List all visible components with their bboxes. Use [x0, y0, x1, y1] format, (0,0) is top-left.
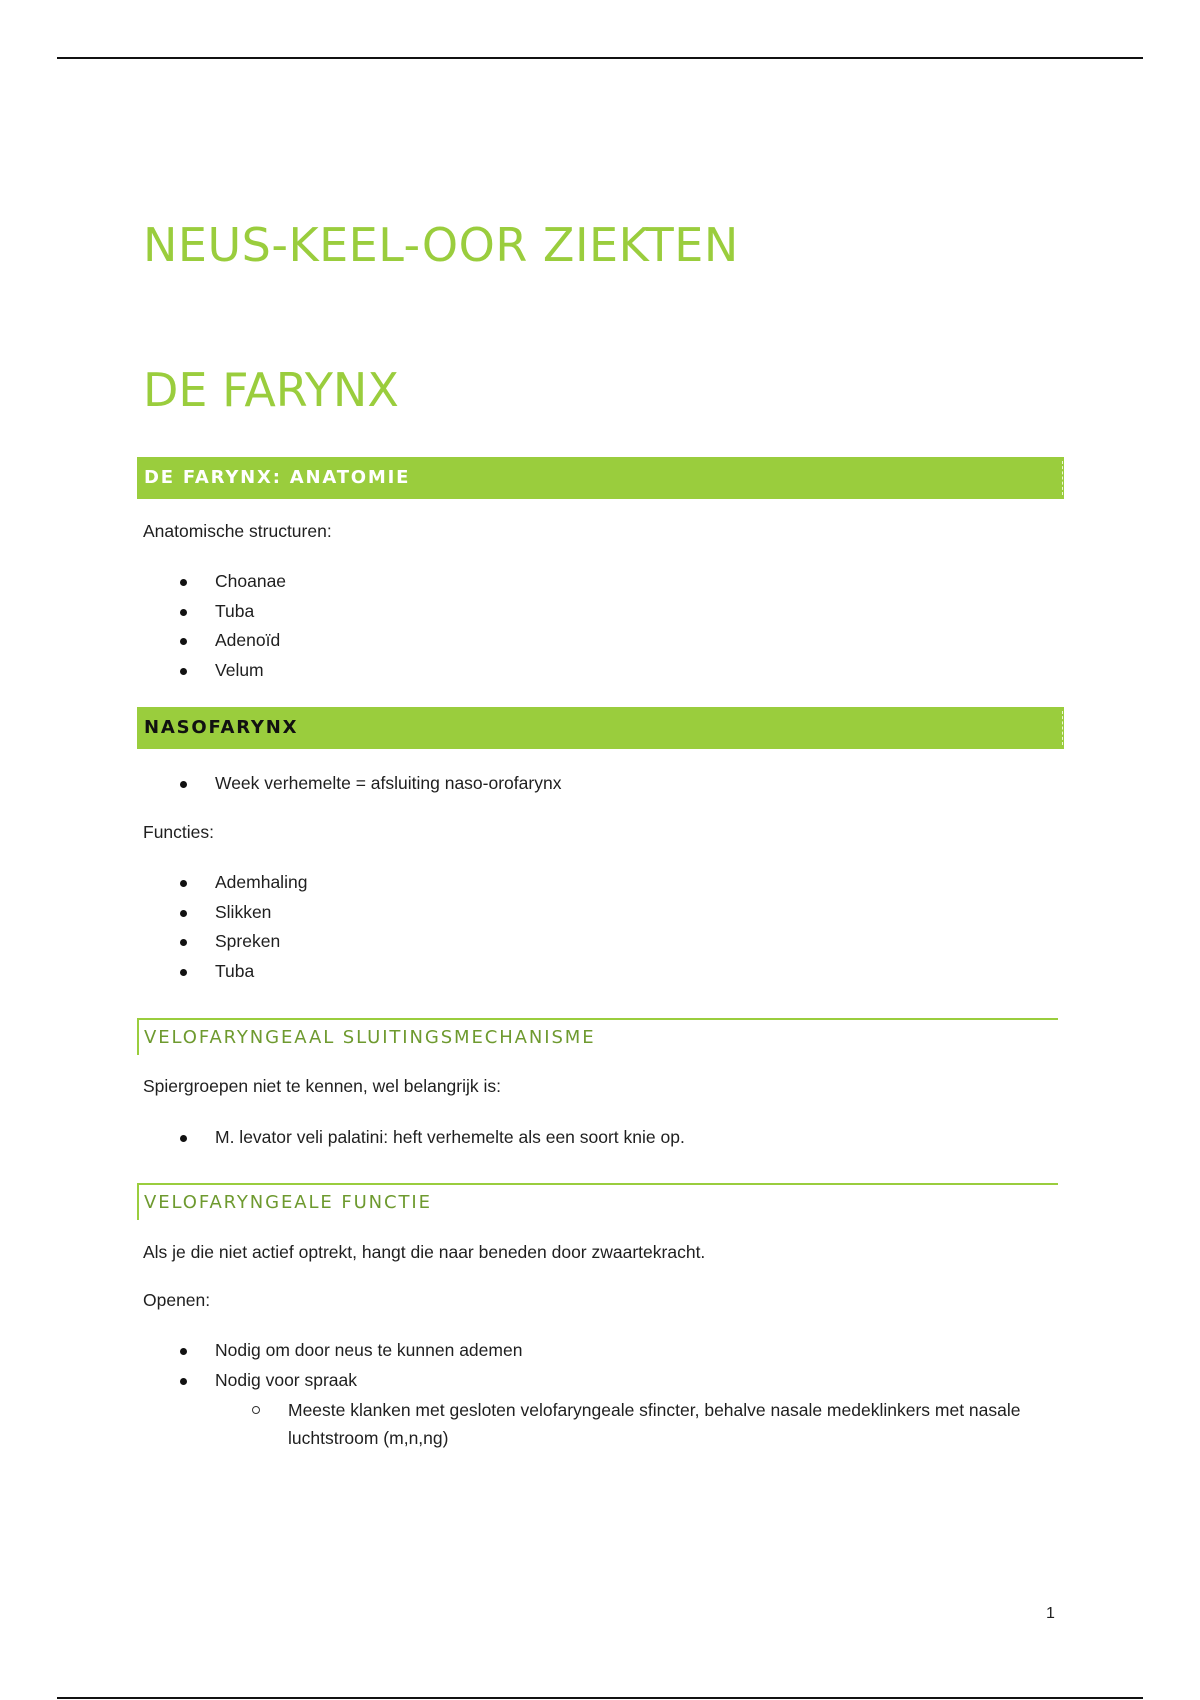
- subheading-functie: [137, 1183, 1058, 1220]
- bullet-icon: [180, 880, 187, 887]
- anatomie-intro: Anatomische structuren:: [143, 521, 332, 541]
- bullet-icon: [180, 939, 187, 946]
- sluitingsmechanisme-intro: Spiergroepen niet te kennen, wel belangrijk is:: [143, 1076, 501, 1096]
- bullet-icon: [180, 638, 187, 645]
- sub-list-item: Meeste klanken met gesloten velofaryngeale sfincter, behalve nasale medeklinkers met nasale luchtstroom (m,n,ng): [288, 1400, 1021, 1448]
- document-title: NEUS-KEEL-OOR ZIEKTEN: [143, 218, 739, 272]
- subheading-functie-label: VELOFARYNGEALE FUNCTIE: [144, 1192, 432, 1213]
- bullet-icon: [180, 969, 187, 976]
- bullet-icon: [180, 1348, 187, 1355]
- bullet-icon: [180, 579, 187, 586]
- functie-intro: Als je die niet actief optrekt, hangt die naar beneden door zwaartekracht.: [143, 1242, 706, 1262]
- page-top-rule: [57, 57, 1143, 59]
- bullet-icon: [180, 781, 187, 788]
- open-label: Openen:: [143, 1290, 211, 1310]
- page-bottom-rule: [57, 1697, 1143, 1699]
- section-heading-anatomie: [137, 457, 1064, 499]
- subheading-sluitingsmechanisme-label: VELOFARYNGEAAL SLUITINGSMECHANISME: [144, 1027, 596, 1048]
- page-number: 1: [1046, 1605, 1055, 1622]
- section-heading-nasofarynx: [137, 707, 1064, 749]
- bullet-icon: [180, 1135, 187, 1142]
- chapter-title: DE FARYNX: [143, 363, 399, 417]
- bullet-icon: [180, 668, 187, 675]
- bullet-icon: [180, 1378, 187, 1385]
- section-heading-anatomie-label: DE FARYNX: ANATOMIE: [144, 467, 411, 488]
- bullet-icon: [180, 910, 187, 917]
- section-heading-nasofarynx-label: NASOFARYNX: [144, 717, 299, 738]
- functions-label: Functies:: [143, 822, 214, 842]
- sub-bullet-icon: [252, 1406, 260, 1414]
- subheading-sluitingsmechanisme: [137, 1018, 1058, 1055]
- bullet-icon: [180, 609, 187, 616]
